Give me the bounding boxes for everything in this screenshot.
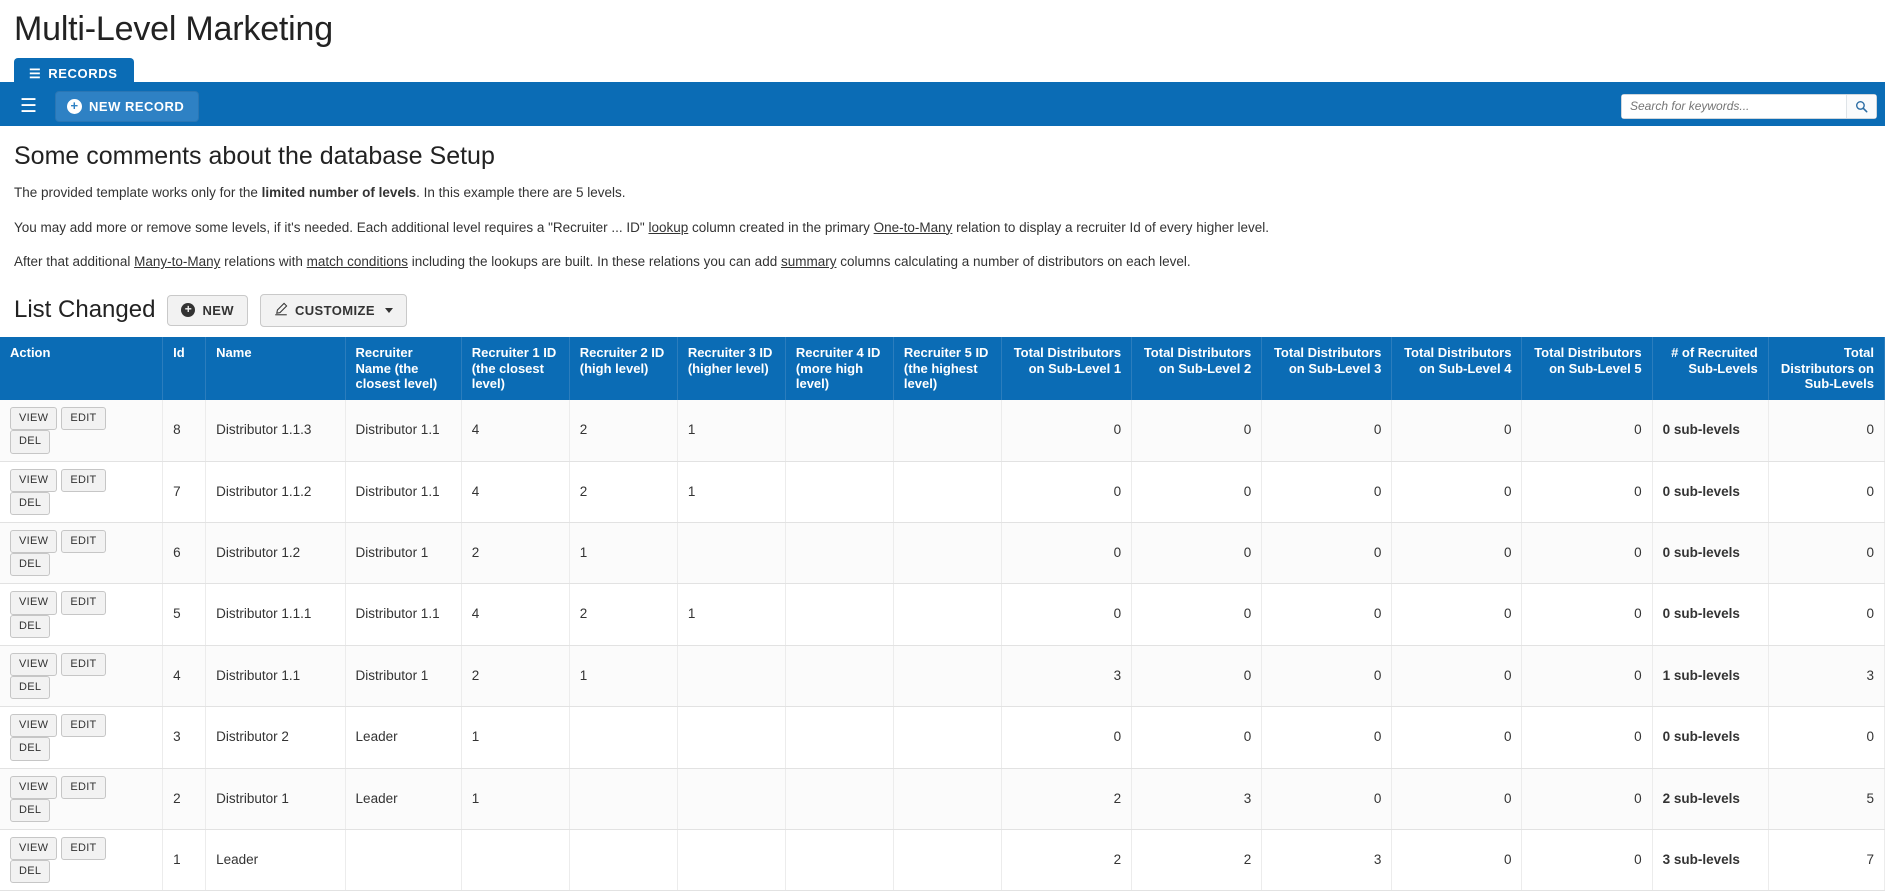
cell-recruiter-5-id	[893, 400, 1001, 461]
cell-id: 5	[163, 584, 206, 645]
cell-total-sublevel-1: 2	[1001, 768, 1131, 829]
note-text: After that additional	[14, 254, 135, 270]
column-header-recruiter-2-id[interactable]: Recruiter 2 ID (high level)	[569, 337, 677, 401]
cell-recruiter-4-id	[785, 584, 893, 645]
cell-recruited-sublevels: 2 sub-levels	[1652, 768, 1768, 829]
cell-total-sublevel-5: 0	[1522, 829, 1652, 890]
cell-total-sublevels: 7	[1768, 829, 1884, 890]
cell-total-sublevels: 3	[1768, 645, 1884, 706]
cell-recruiter-4-id	[785, 400, 893, 461]
cell-recruiter-5-id	[893, 461, 1001, 522]
cell-recruiter-3-id	[677, 768, 785, 829]
plus-icon: +	[67, 99, 82, 114]
cell-total-sublevel-2: 2	[1132, 829, 1262, 890]
row-actions-cell	[0, 707, 163, 768]
one-to-many-link[interactable]: One-to-Many	[873, 219, 953, 235]
edit-button[interactable]: EDIT	[61, 407, 105, 430]
cell-recruited-sublevels: 0 sub-levels	[1652, 707, 1768, 768]
record-link[interactable]: 2	[471, 545, 480, 561]
cell-total-sublevel-4: 0	[1392, 707, 1522, 768]
cell-recruiter-5-id	[893, 523, 1001, 584]
record-link[interactable]: 1	[471, 790, 480, 806]
cell-total-sublevel-5: 0	[1522, 461, 1652, 522]
note-text: relation to display a recruiter Id of every higher level.	[952, 219, 1270, 235]
edit-button[interactable]: EDIT	[61, 653, 105, 676]
cell-name: Distributor 1.1.3	[206, 400, 345, 461]
column-header-id[interactable]: Id	[163, 337, 206, 401]
view-button[interactable]: VIEW	[10, 776, 57, 799]
content-area	[0, 142, 1885, 327]
edit-button[interactable]: EDIT	[61, 714, 105, 737]
del-button[interactable]: DEL	[10, 737, 50, 760]
table-row	[0, 461, 1885, 522]
column-header-recruiter-1-id[interactable]: Recruiter 1 ID (the closest level)	[461, 337, 569, 401]
cell-recruiter-name[interactable]	[345, 829, 461, 890]
new-record-label: NEW RECORD	[89, 98, 185, 114]
new-button[interactable]	[167, 295, 248, 326]
cell-id: 7	[163, 461, 206, 522]
cell-total-sublevel-4: 0	[1392, 461, 1522, 522]
cell-recruiter-name[interactable]	[345, 461, 461, 522]
cell-recruiter-3-id: 1	[677, 400, 785, 461]
cell-recruiter-name[interactable]	[345, 768, 461, 829]
cell-recruiter-3-id: 1	[677, 461, 785, 522]
del-button[interactable]: DEL	[10, 615, 50, 638]
search-box	[1621, 94, 1877, 119]
note-text: columns calculating a number of distributors on each level.	[836, 254, 1191, 270]
cell-name: Leader	[206, 829, 345, 890]
cell-recruiter-5-id	[893, 768, 1001, 829]
column-header-total-sublevel-5[interactable]: Total Distributors on Sub-Level 5	[1522, 337, 1652, 401]
cell-total-sublevel-5: 0	[1522, 707, 1652, 768]
cell-total-sublevel-1: 0	[1001, 400, 1131, 461]
edit-button[interactable]: EDIT	[61, 837, 105, 860]
many-to-many-link[interactable]: Many-to-Many	[134, 254, 221, 270]
cell-recruiter-2-id	[569, 829, 677, 890]
cell-recruiter-5-id	[893, 707, 1001, 768]
list-header	[14, 294, 1871, 327]
cell-total-sublevel-3: 0	[1262, 461, 1392, 522]
cell-recruiter-3-id	[677, 645, 785, 706]
list-title: List Changed	[14, 296, 156, 324]
cell-id: 8	[163, 400, 206, 461]
cell-total-sublevels: 0	[1768, 461, 1884, 522]
cell-total-sublevel-5: 0	[1522, 645, 1652, 706]
cell-total-sublevel-3: 0	[1262, 400, 1392, 461]
note-text: including the lookups are built. In these relations you can add	[407, 254, 781, 270]
main-toolbar	[0, 86, 1885, 126]
cell-total-sublevel-1: 0	[1001, 461, 1131, 522]
cell-total-sublevel-4: 0	[1392, 400, 1522, 461]
cell-recruiter-3-id	[677, 829, 785, 890]
cell-recruiter-2-id	[569, 768, 677, 829]
cell-recruiter-name[interactable]	[345, 523, 461, 584]
hamburger-icon: ☰	[29, 66, 42, 81]
cell-total-sublevel-1: 0	[1001, 707, 1131, 768]
edit-button[interactable]: EDIT	[61, 530, 105, 553]
row-actions-cell	[0, 523, 163, 584]
search-icon[interactable]	[1846, 95, 1876, 118]
row-actions-cell	[0, 461, 163, 522]
cell-total-sublevel-4: 0	[1392, 584, 1522, 645]
plus-icon: +	[181, 303, 195, 317]
note-text: The provided template works only for the	[14, 185, 262, 200]
cell-recruiter-name[interactable]	[345, 584, 461, 645]
cell-recruiter-5-id	[893, 645, 1001, 706]
table-row	[0, 829, 1885, 890]
view-button[interactable]: VIEW	[10, 653, 57, 676]
table-row	[0, 645, 1885, 706]
cell-total-sublevel-3: 3	[1262, 829, 1392, 890]
record-link[interactable]: 4	[471, 422, 480, 438]
row-actions-cell	[0, 645, 163, 706]
row-actions-cell	[0, 768, 163, 829]
new-button-label: NEW	[202, 302, 234, 318]
summary-link[interactable]: summary	[780, 254, 837, 270]
del-button[interactable]: DEL	[10, 492, 50, 515]
note-paragraph-1	[14, 183, 1871, 203]
match-conditions-link[interactable]: match conditions	[306, 254, 408, 270]
note-paragraph-3	[14, 252, 1871, 272]
cell-name: Distributor 1.2	[206, 523, 345, 584]
cell-total-sublevels: 0	[1768, 707, 1884, 768]
cell-total-sublevel-3: 0	[1262, 768, 1392, 829]
column-header-recruiter-3-id[interactable]: Recruiter 3 ID (higher level)	[677, 337, 785, 401]
new-record-button[interactable]	[55, 91, 199, 122]
cell-recruited-sublevels: 0 sub-levels	[1652, 584, 1768, 645]
table-row	[0, 400, 1885, 461]
cell-total-sublevel-2: 0	[1132, 584, 1262, 645]
cell-recruiter-4-id	[785, 461, 893, 522]
lookup-link[interactable]: lookup	[648, 219, 689, 235]
cell-total-sublevel-2: 0	[1132, 523, 1262, 584]
cell-total-sublevel-1: 3	[1001, 645, 1131, 706]
cell-recruiter-2-id: 1	[569, 523, 677, 584]
chevron-down-icon	[385, 308, 393, 313]
search-input[interactable]	[1622, 95, 1846, 118]
cell-recruiter-1-id[interactable]	[461, 768, 569, 829]
note-text: column created in the primary	[688, 219, 874, 235]
view-button[interactable]: VIEW	[10, 530, 57, 553]
records-table	[0, 337, 1885, 891]
records-table-wrapper	[0, 337, 1885, 891]
record-link[interactable]: Leader	[355, 790, 398, 806]
customize-button-label: CUSTOMIZE	[294, 302, 375, 318]
cell-recruited-sublevels: 0 sub-levels	[1652, 523, 1768, 584]
column-header-action[interactable]: Action	[0, 337, 163, 401]
cell-total-sublevel-5: 0	[1522, 584, 1652, 645]
edit-button[interactable]: EDIT	[61, 776, 105, 799]
column-header-name[interactable]: Name	[206, 337, 345, 401]
record-link[interactable]: Leader	[355, 729, 398, 745]
cell-recruiter-1-id[interactable]	[461, 461, 569, 522]
note-text: . In this example there are 5 levels.	[416, 185, 626, 200]
cell-id: 2	[163, 768, 206, 829]
cell-total-sublevels: 0	[1768, 584, 1884, 645]
column-header-total-sublevels[interactable]: Total Distributors on Sub-Levels	[1768, 337, 1884, 401]
cell-id: 4	[163, 645, 206, 706]
cell-total-sublevel-4: 0	[1392, 523, 1522, 584]
row-actions-cell	[0, 829, 163, 890]
cell-total-sublevel-1: 2	[1001, 829, 1131, 890]
row-actions-cell	[0, 400, 163, 461]
record-link[interactable]: 2	[471, 667, 480, 683]
cell-recruiter-1-id[interactable]	[461, 645, 569, 706]
hamburger-icon[interactable]: ☰	[20, 95, 38, 117]
cell-recruiter-name[interactable]	[345, 400, 461, 461]
cell-name: Distributor 2	[206, 707, 345, 768]
notes-heading: Some comments about the database Setup	[14, 142, 495, 170]
del-button[interactable]: DEL	[10, 430, 50, 453]
cell-total-sublevels: 5	[1768, 768, 1884, 829]
tab-records[interactable]	[14, 58, 134, 89]
view-button[interactable]: VIEW	[10, 714, 57, 737]
cell-total-sublevel-4: 0	[1392, 829, 1522, 890]
column-header-recruiter-4-id[interactable]: Recruiter 4 ID (more high level)	[785, 337, 893, 401]
customize-button[interactable]	[260, 294, 407, 327]
cell-recruited-sublevels: 1 sub-levels	[1652, 645, 1768, 706]
view-button[interactable]: VIEW	[10, 837, 57, 860]
record-link[interactable]: 1	[471, 729, 480, 745]
tab-bar	[0, 55, 1885, 86]
row-actions-cell	[0, 584, 163, 645]
cell-total-sublevel-1: 0	[1001, 523, 1131, 584]
table-body	[0, 400, 1885, 891]
record-link[interactable]: Distributor 1.1	[355, 483, 440, 499]
cell-total-sublevel-4: 0	[1392, 645, 1522, 706]
column-header-total-sublevel-1[interactable]: Total Distributors on Sub-Level 1	[1001, 337, 1131, 401]
cell-id: 3	[163, 707, 206, 768]
cell-recruiter-5-id	[893, 829, 1001, 890]
cell-recruiter-4-id	[785, 829, 893, 890]
cell-recruiter-1-id[interactable]	[461, 523, 569, 584]
cell-recruiter-2-id: 2	[569, 461, 677, 522]
note-text: You may add more or remove some levels, if it's needed. Each additional level requires a "Recruiter ... ID"	[14, 219, 649, 235]
view-button[interactable]: VIEW	[10, 591, 57, 614]
note-paragraph-2	[14, 218, 1871, 238]
cell-name: Distributor 1.1.1	[206, 584, 345, 645]
cell-name: Distributor 1	[206, 768, 345, 829]
record-link[interactable]: Distributor 1.1	[355, 606, 440, 622]
cell-recruited-sublevels: 3 sub-levels	[1652, 829, 1768, 890]
column-header-recruiter-5-id[interactable]: Recruiter 5 ID (the highest level)	[893, 337, 1001, 401]
cell-total-sublevel-2: 0	[1132, 707, 1262, 768]
del-button[interactable]: DEL	[10, 676, 50, 699]
record-link[interactable]: Distributor 1	[355, 667, 429, 683]
cell-total-sublevel-3: 0	[1262, 523, 1392, 584]
cell-recruiter-2-id: 1	[569, 645, 677, 706]
edit-button[interactable]: EDIT	[61, 469, 105, 492]
record-link[interactable]: Distributor 1.1	[355, 422, 440, 438]
cell-total-sublevel-3: 0	[1262, 584, 1392, 645]
del-button[interactable]: DEL	[10, 799, 50, 822]
cell-recruiter-1-id[interactable]	[461, 707, 569, 768]
cell-recruiter-name[interactable]	[345, 707, 461, 768]
cell-recruiter-2-id: 2	[569, 584, 677, 645]
cell-total-sublevels: 0	[1768, 400, 1884, 461]
pencil-icon	[274, 302, 288, 319]
cell-recruiter-1-id[interactable]	[461, 829, 569, 890]
cell-name: Distributor 1.1	[206, 645, 345, 706]
note-text-bold: limited number of levels	[261, 185, 417, 200]
column-header-total-sublevel-3[interactable]: Total Distributors on Sub-Level 3	[1262, 337, 1392, 401]
del-button[interactable]: DEL	[10, 553, 50, 576]
cell-total-sublevel-2: 3	[1132, 768, 1262, 829]
cell-recruited-sublevels: 0 sub-levels	[1652, 400, 1768, 461]
del-button[interactable]: DEL	[10, 860, 50, 883]
cell-recruiter-5-id	[893, 584, 1001, 645]
cell-recruiter-2-id: 2	[569, 400, 677, 461]
cell-recruiter-2-id	[569, 707, 677, 768]
cell-id: 6	[163, 523, 206, 584]
table-row	[0, 768, 1885, 829]
view-button[interactable]: VIEW	[10, 407, 57, 430]
edit-button[interactable]: EDIT	[61, 591, 105, 614]
cell-total-sublevel-2: 0	[1132, 645, 1262, 706]
cell-total-sublevel-5: 0	[1522, 523, 1652, 584]
cell-total-sublevel-3: 0	[1262, 707, 1392, 768]
cell-recruiter-1-id[interactable]	[461, 400, 569, 461]
cell-total-sublevel-1: 0	[1001, 584, 1131, 645]
column-header-total-sublevel-4[interactable]: Total Distributors on Sub-Level 4	[1392, 337, 1522, 401]
cell-recruiter-4-id	[785, 523, 893, 584]
tab-records-label: RECORDS	[48, 66, 118, 81]
cell-total-sublevels: 0	[1768, 523, 1884, 584]
cell-recruiter-4-id	[785, 768, 893, 829]
record-link[interactable]: 4	[471, 606, 480, 622]
cell-id: 1	[163, 829, 206, 890]
table-header-row	[0, 337, 1885, 401]
table-row	[0, 584, 1885, 645]
cell-recruiter-1-id[interactable]	[461, 584, 569, 645]
cell-recruiter-3-id	[677, 523, 785, 584]
note-text: relations with	[220, 254, 307, 270]
cell-recruiter-name[interactable]	[345, 645, 461, 706]
table-row	[0, 707, 1885, 768]
column-header-recruited-sublevels[interactable]: # of Recruited Sub-Levels	[1652, 337, 1768, 401]
cell-recruiter-4-id	[785, 707, 893, 768]
cell-total-sublevel-4: 0	[1392, 768, 1522, 829]
cell-name: Distributor 1.1.2	[206, 461, 345, 522]
cell-total-sublevel-2: 0	[1132, 461, 1262, 522]
cell-total-sublevel-5: 0	[1522, 400, 1652, 461]
cell-recruited-sublevels: 0 sub-levels	[1652, 461, 1768, 522]
cell-recruiter-4-id	[785, 645, 893, 706]
record-link[interactable]: Distributor 1	[355, 545, 429, 561]
view-button[interactable]: VIEW	[10, 469, 57, 492]
cell-total-sublevel-2: 0	[1132, 400, 1262, 461]
page-title: Multi-Level Marketing	[14, 10, 333, 48]
record-link[interactable]: 4	[471, 483, 480, 499]
cell-total-sublevel-3: 0	[1262, 645, 1392, 706]
column-header-total-sublevel-2[interactable]: Total Distributors on Sub-Level 2	[1132, 337, 1262, 401]
cell-recruiter-3-id: 1	[677, 584, 785, 645]
cell-total-sublevel-5: 0	[1522, 768, 1652, 829]
cell-recruiter-3-id	[677, 707, 785, 768]
column-header-recruiter-name[interactable]: Recruiter Name (the closest level)	[345, 337, 461, 401]
table-row	[0, 523, 1885, 584]
